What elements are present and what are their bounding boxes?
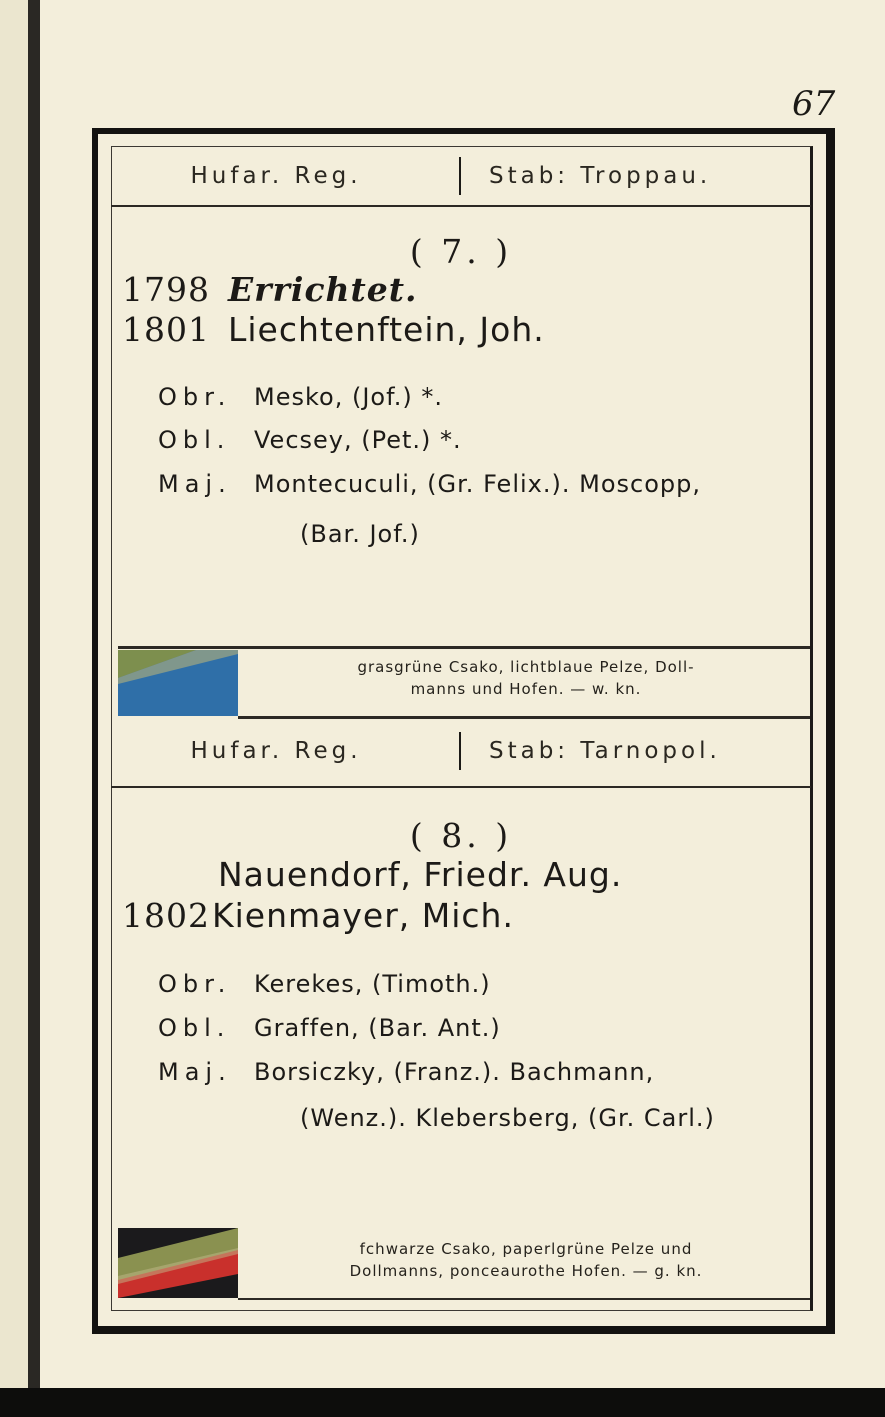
officer-names: (Bar. Jof.) <box>300 520 420 548</box>
officer-row <box>158 1014 501 1042</box>
regiment-7-header <box>111 147 811 205</box>
officer-rank: Obr. <box>158 383 232 411</box>
officer-rank: Obl. <box>158 1014 231 1042</box>
history-entry: Nauendorf, Friedr. Aug. <box>218 855 623 894</box>
header-divider <box>459 732 461 770</box>
header-rule <box>111 205 811 207</box>
history-entry: Kienmayer, Mich. <box>212 896 514 935</box>
regiment-8-header <box>111 722 811 780</box>
regiment-7-staff: Stab: Troppau. <box>489 163 712 189</box>
strip-rule-bottom <box>238 716 810 719</box>
regiment-7-uniform <box>118 650 810 716</box>
officer-row <box>158 383 443 411</box>
officer-row <box>158 970 491 998</box>
uniform-color-swatch <box>118 1228 238 1298</box>
strip-rule-top <box>118 646 810 649</box>
history-year: 1802 <box>122 896 210 935</box>
page-number: 67 <box>792 84 836 124</box>
officer-names: Vecsey, (Pet.) *. <box>254 426 462 454</box>
officer-names: Kerekes, (Timoth.) <box>254 970 491 998</box>
officer-rank: Obl. <box>158 426 231 454</box>
history-entry: Liechtenftein, Joh. <box>228 310 545 349</box>
header-rule <box>111 786 811 788</box>
regiment-8-number: ( 8. ) <box>409 816 513 855</box>
officer-rank: Maj. <box>158 1058 232 1086</box>
history-year: 1801 <box>122 310 210 349</box>
regiment-8-uniform <box>118 1228 810 1294</box>
officer-row <box>158 1058 654 1086</box>
officer-row-continued <box>300 520 420 548</box>
uniform-line: Dollmanns, ponceaurothe Hofen. — g. kn. <box>349 1262 703 1280</box>
regiment-7-number: ( 7. ) <box>409 232 513 271</box>
history-entry: Errichtet. <box>228 270 418 309</box>
officer-names: Montecuculi, (Gr. Felix.). Moscopp, <box>254 470 701 498</box>
uniform-line: grasgrüne Csako, lichtblaue Pelze, Doll- <box>357 658 695 676</box>
officer-row-continued <box>300 1104 715 1132</box>
officer-names: Graffen, (Bar. Ant.) <box>254 1014 501 1042</box>
officer-row <box>158 470 701 498</box>
left-page-edge <box>0 0 28 1388</box>
regiment-7-type: Hufar. Reg. <box>190 163 362 189</box>
history-year: 1798 <box>122 270 210 309</box>
officer-names: Borsiczky, (Franz.). Bachmann, <box>254 1058 655 1086</box>
book-gutter <box>28 0 40 1388</box>
uniform-line: fchwarze Csako, paperlgrüne Pelze und <box>359 1240 693 1258</box>
regiment-8-type: Hufar. Reg. <box>190 738 362 764</box>
uniform-description <box>246 1238 806 1282</box>
regiment-8-staff: Stab: Tarnopol. <box>489 738 721 764</box>
header-divider <box>459 157 461 195</box>
officer-row <box>158 426 462 454</box>
strip-rule-bottom <box>238 1298 810 1300</box>
officer-names: (Wenz.). Klebersberg, (Gr. Carl.) <box>300 1104 715 1132</box>
uniform-description <box>246 656 806 700</box>
uniform-line: manns und Hofen. — w. kn. <box>410 680 642 698</box>
officer-names: Mesko, (Jof.) *. <box>254 383 444 411</box>
uniform-color-swatch <box>118 650 238 716</box>
officer-rank: Obr. <box>158 970 232 998</box>
officer-rank: Maj. <box>158 470 232 498</box>
